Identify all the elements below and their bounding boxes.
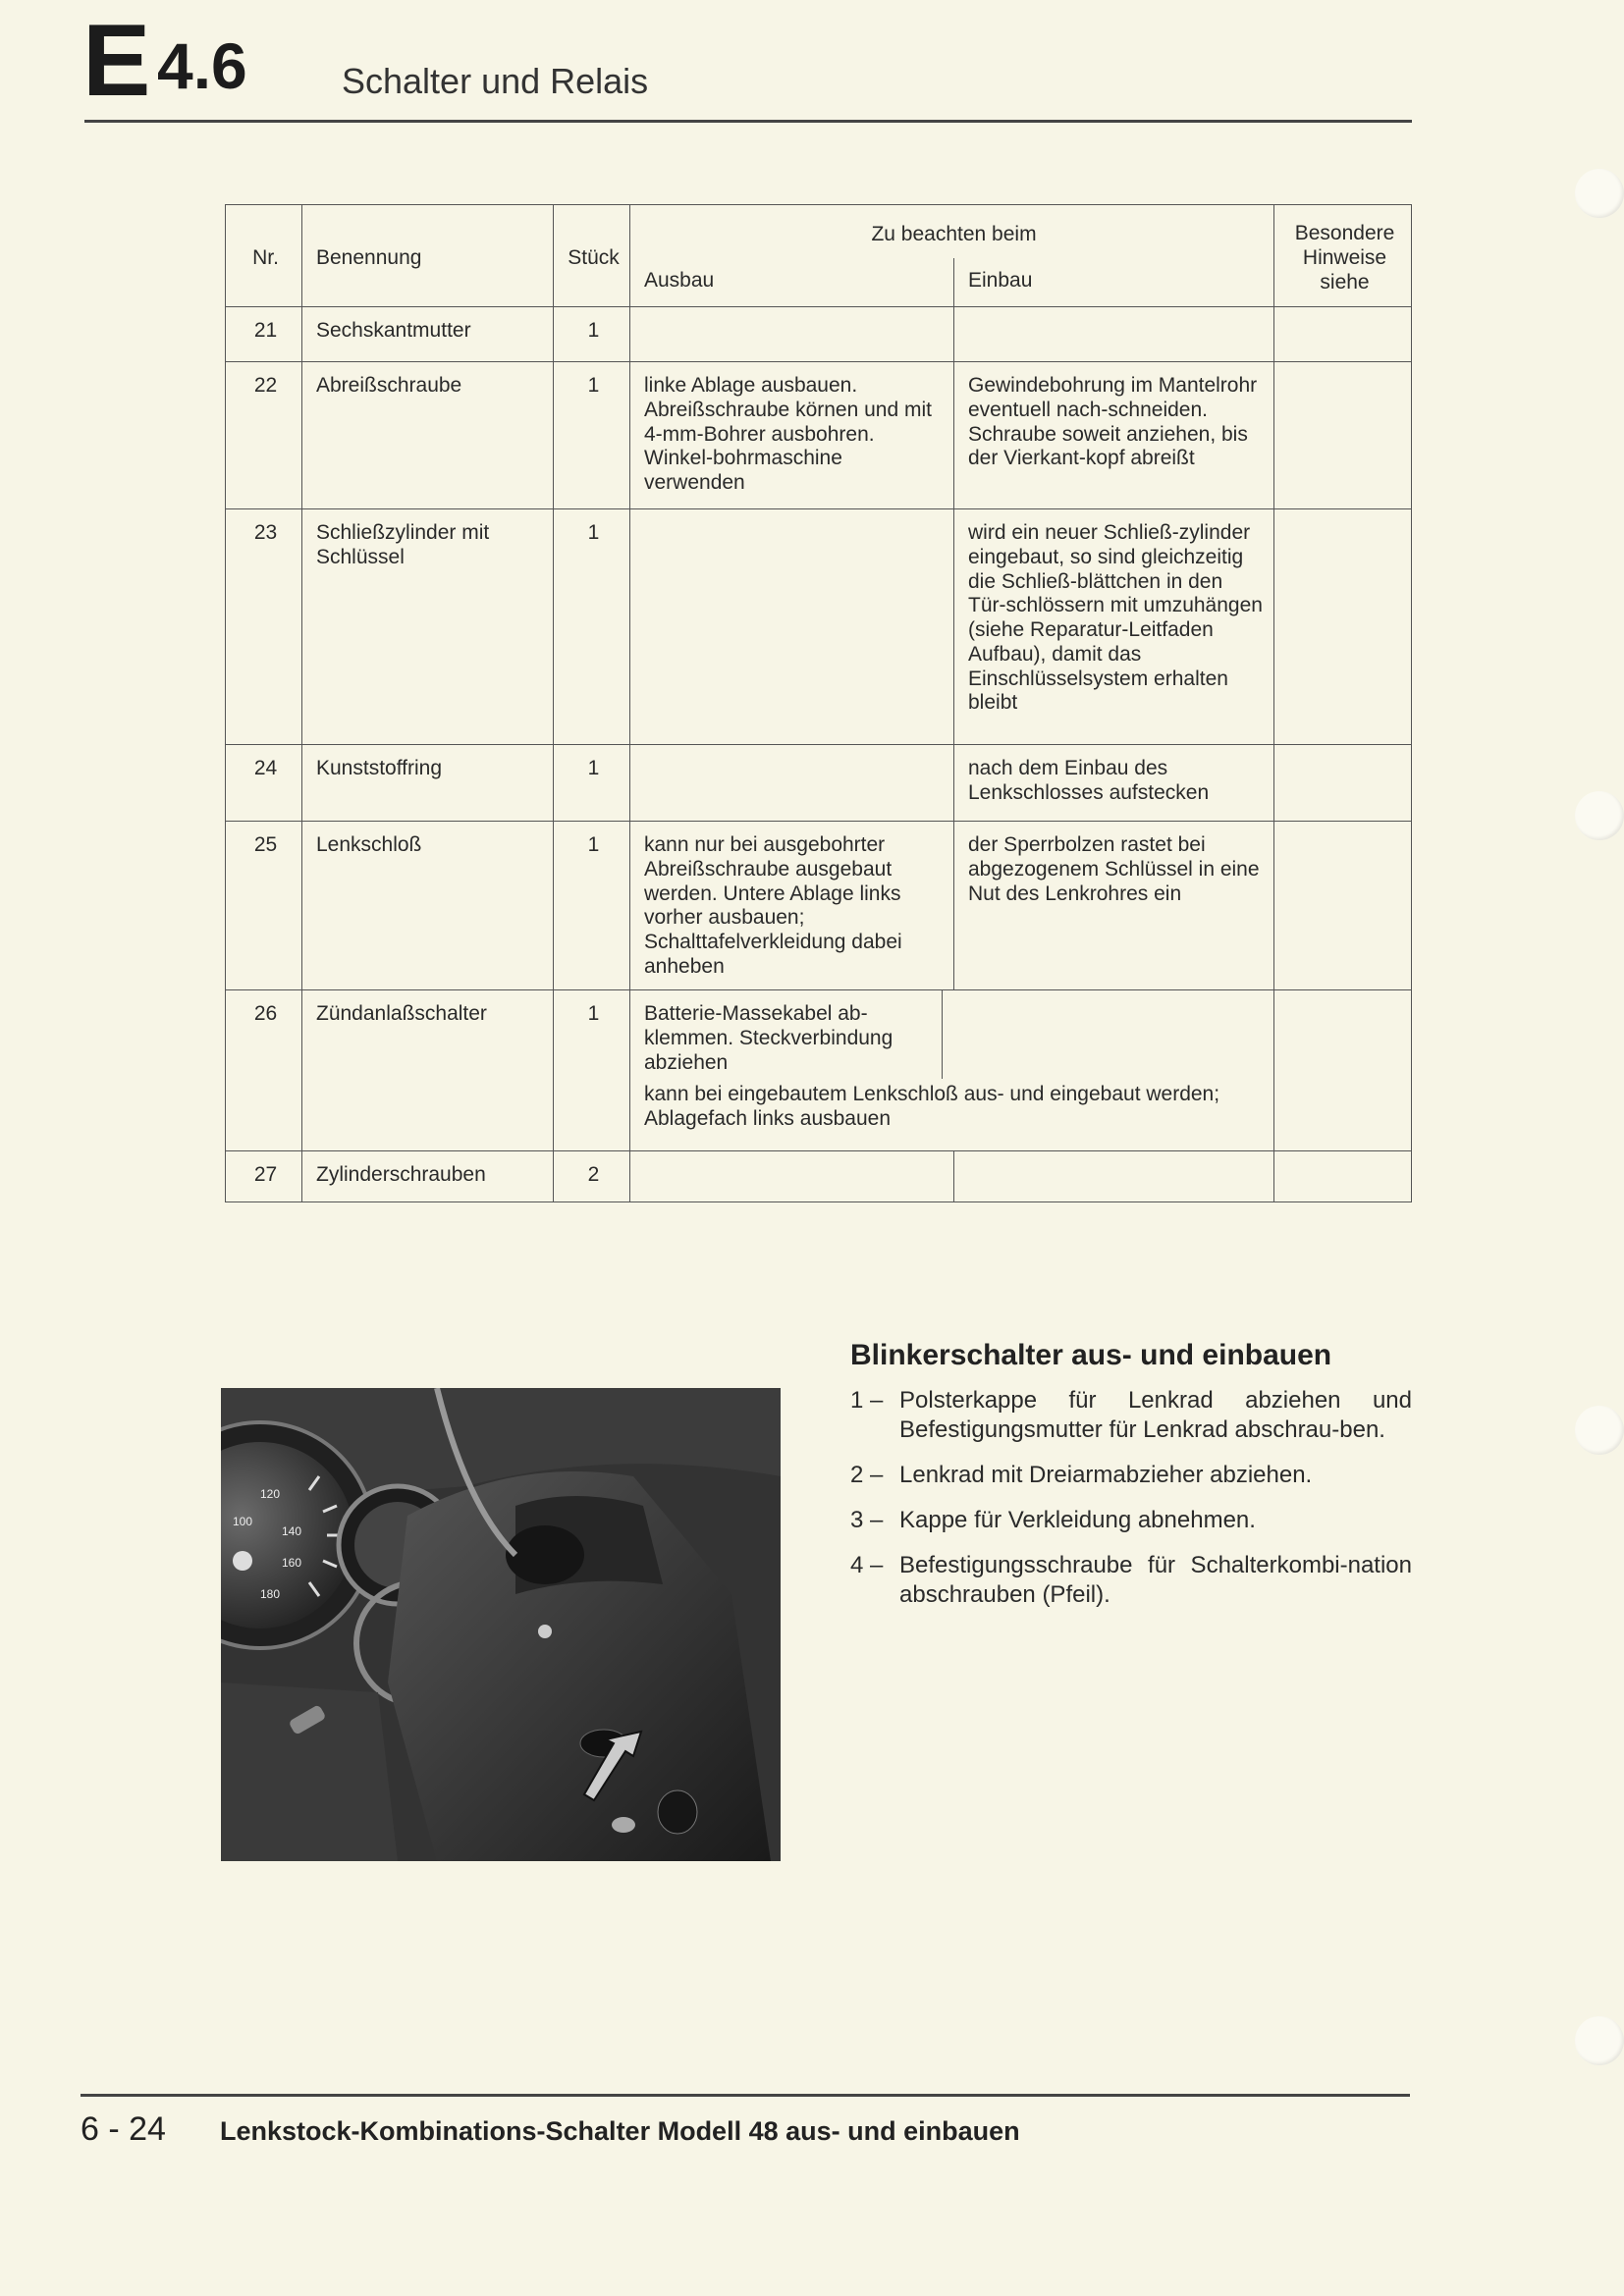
footer-title: Lenkstock-Kombinations-Schalter Modell 48 aus- und einbauen bbox=[220, 2116, 1020, 2146]
binder-hole bbox=[1575, 169, 1624, 218]
row-nr: 23 bbox=[226, 509, 302, 745]
list-item bbox=[850, 1506, 1412, 1535]
row-qty: 1 bbox=[554, 745, 630, 822]
section-title: Blinkerschalter aus- und einbauen bbox=[850, 1339, 1332, 1371]
gauge-label: 140 bbox=[282, 1524, 302, 1538]
step-text: Lenkrad mit Dreiarmabzieher abziehen. bbox=[899, 1462, 1313, 1488]
parts-table bbox=[225, 204, 1412, 1202]
row-qty: 1 bbox=[554, 307, 630, 362]
row-ausbau: Batterie-Massekabel ab-klemmen. Steckverbindung abziehen bbox=[630, 990, 943, 1079]
row-name: Abreißschraube bbox=[302, 362, 554, 509]
footer-rule bbox=[81, 2094, 1410, 2097]
header-rule bbox=[84, 120, 1412, 123]
row-einbau bbox=[954, 307, 1274, 362]
row-name: Zündanlaßschalter bbox=[302, 990, 554, 1151]
page-header-title: Schalter und Relais bbox=[342, 61, 649, 101]
list-item bbox=[850, 1551, 1412, 1610]
row-nr: 25 bbox=[226, 822, 302, 990]
row-hinweise bbox=[1274, 745, 1412, 822]
step-number: 3 – bbox=[850, 1507, 884, 1533]
row-ausbau: linke Ablage ausbauen. Abreißschraube körnen und mit 4-mm-Bohrer ausbohren. Winkel-bohrmaschine verwenden bbox=[630, 362, 954, 509]
row-nr: 21 bbox=[226, 307, 302, 362]
row-nr: 26 bbox=[226, 990, 302, 1151]
step-text: Kappe für Verkleidung abnehmen. bbox=[899, 1507, 1256, 1533]
row-einbau bbox=[943, 990, 1273, 1079]
binder-hole bbox=[1575, 1406, 1624, 1455]
steering-column-photo bbox=[221, 1388, 781, 1861]
col-header-zu-beachten: Zu beachten beim bbox=[630, 205, 1274, 258]
gauge-label: 180 bbox=[260, 1587, 281, 1601]
row-aus-einbau bbox=[630, 990, 1274, 1151]
col-header-stueck: Stück bbox=[554, 205, 630, 307]
binder-hole bbox=[1575, 2016, 1624, 2065]
row-qty: 1 bbox=[554, 362, 630, 509]
gauge-label: 120 bbox=[260, 1487, 281, 1501]
row-qty: 1 bbox=[554, 990, 630, 1151]
row-hinweise bbox=[1274, 822, 1412, 990]
binder-hole bbox=[1575, 791, 1624, 840]
col-header-nr: Nr. bbox=[226, 205, 302, 307]
col-header-ausbau: Ausbau bbox=[630, 258, 954, 307]
step-number: 2 – bbox=[850, 1462, 884, 1488]
row-hinweise bbox=[1274, 990, 1412, 1151]
table-row bbox=[226, 509, 1412, 745]
row-einbau: Gewindebohrung im Mantelrohr eventuell nach-schneiden. Schraube soweit anziehen, bis der Vierkant-kopf abreißt bbox=[954, 362, 1274, 509]
col-header-benennung: Benennung bbox=[302, 205, 554, 307]
row-nr: 27 bbox=[226, 1151, 302, 1202]
row-einbau: nach dem Einbau des Lenkschlosses aufstecken bbox=[954, 745, 1274, 822]
row-name: Lenkschloß bbox=[302, 822, 554, 990]
col-header-einbau: Einbau bbox=[954, 258, 1274, 307]
table-row bbox=[226, 362, 1412, 509]
row-hinweise bbox=[1274, 1151, 1412, 1202]
row-ausbau bbox=[630, 1151, 954, 1202]
row-qty: 2 bbox=[554, 1151, 630, 1202]
table-row bbox=[226, 1151, 1412, 1202]
table-row bbox=[226, 822, 1412, 990]
row-einbau: wird ein neuer Schließ-zylinder eingebaut, so sind gleichzeitig die Schließ-blättchen in den Tür-schlössern mit umzuhängen (siehe Reparatur-Leitfaden Aufbau), damit das Einschlüsselsystem erhalten bleibt bbox=[954, 509, 1274, 745]
row-name: Zylinderschrauben bbox=[302, 1151, 554, 1202]
list-item bbox=[850, 1386, 1412, 1445]
instruction-steps bbox=[850, 1386, 1412, 1626]
row-qty: 1 bbox=[554, 509, 630, 745]
steering-column-illustration bbox=[221, 1388, 781, 1861]
row-hinweise bbox=[1274, 362, 1412, 509]
row-ausbau bbox=[630, 745, 954, 822]
step-number: 1 – bbox=[850, 1387, 884, 1414]
section-letter: E bbox=[82, 4, 149, 118]
row-hinweise bbox=[1274, 307, 1412, 362]
table-row bbox=[226, 307, 1412, 362]
row-nr: 24 bbox=[226, 745, 302, 822]
row-name: Schließzylinder mit Schlüssel bbox=[302, 509, 554, 745]
section-number: 4.6 bbox=[157, 29, 247, 102]
col-header-besondere: Besondere Hinweise siehe bbox=[1274, 205, 1412, 307]
row-qty: 1 bbox=[554, 822, 630, 990]
table-row bbox=[226, 990, 1412, 1151]
step-text: Polsterkappe für Lenkrad abziehen und Befestigungsmutter für Lenkrad abschrau-ben. bbox=[899, 1387, 1412, 1443]
gauge-label: 100 bbox=[233, 1515, 253, 1528]
step-text: Befestigungsschraube für Schalterkombi-nation abschrauben (Pfeil). bbox=[899, 1552, 1412, 1608]
row-aus-und-einbau: kann bei eingebautem Lenkschloß aus- und eingebaut werden; Ablagefach links ausbauen bbox=[644, 1083, 1220, 1131]
list-item bbox=[850, 1461, 1412, 1490]
row-ausbau bbox=[630, 509, 954, 745]
row-nr: 22 bbox=[226, 362, 302, 509]
row-einbau: der Sperrbolzen rastet bei abgezogenem Schlüssel in eine Nut des Lenkrohres ein bbox=[954, 822, 1274, 990]
row-ausbau: kann nur bei ausgebohrter Abreißschraube ausgebaut werden. Untere Ablage links vorher ausbauen; Schalttafelverkleidung dabei anheben bbox=[630, 822, 954, 990]
row-hinweise bbox=[1274, 509, 1412, 745]
row-ausbau bbox=[630, 307, 954, 362]
row-name: Sechskantmutter bbox=[302, 307, 554, 362]
row-einbau bbox=[954, 1151, 1274, 1202]
table-row bbox=[226, 745, 1412, 822]
page-number: 6 - 24 bbox=[81, 2110, 166, 2148]
gauge-label: 160 bbox=[282, 1556, 302, 1570]
row-name: Kunststoffring bbox=[302, 745, 554, 822]
step-number: 4 – bbox=[850, 1552, 884, 1578]
